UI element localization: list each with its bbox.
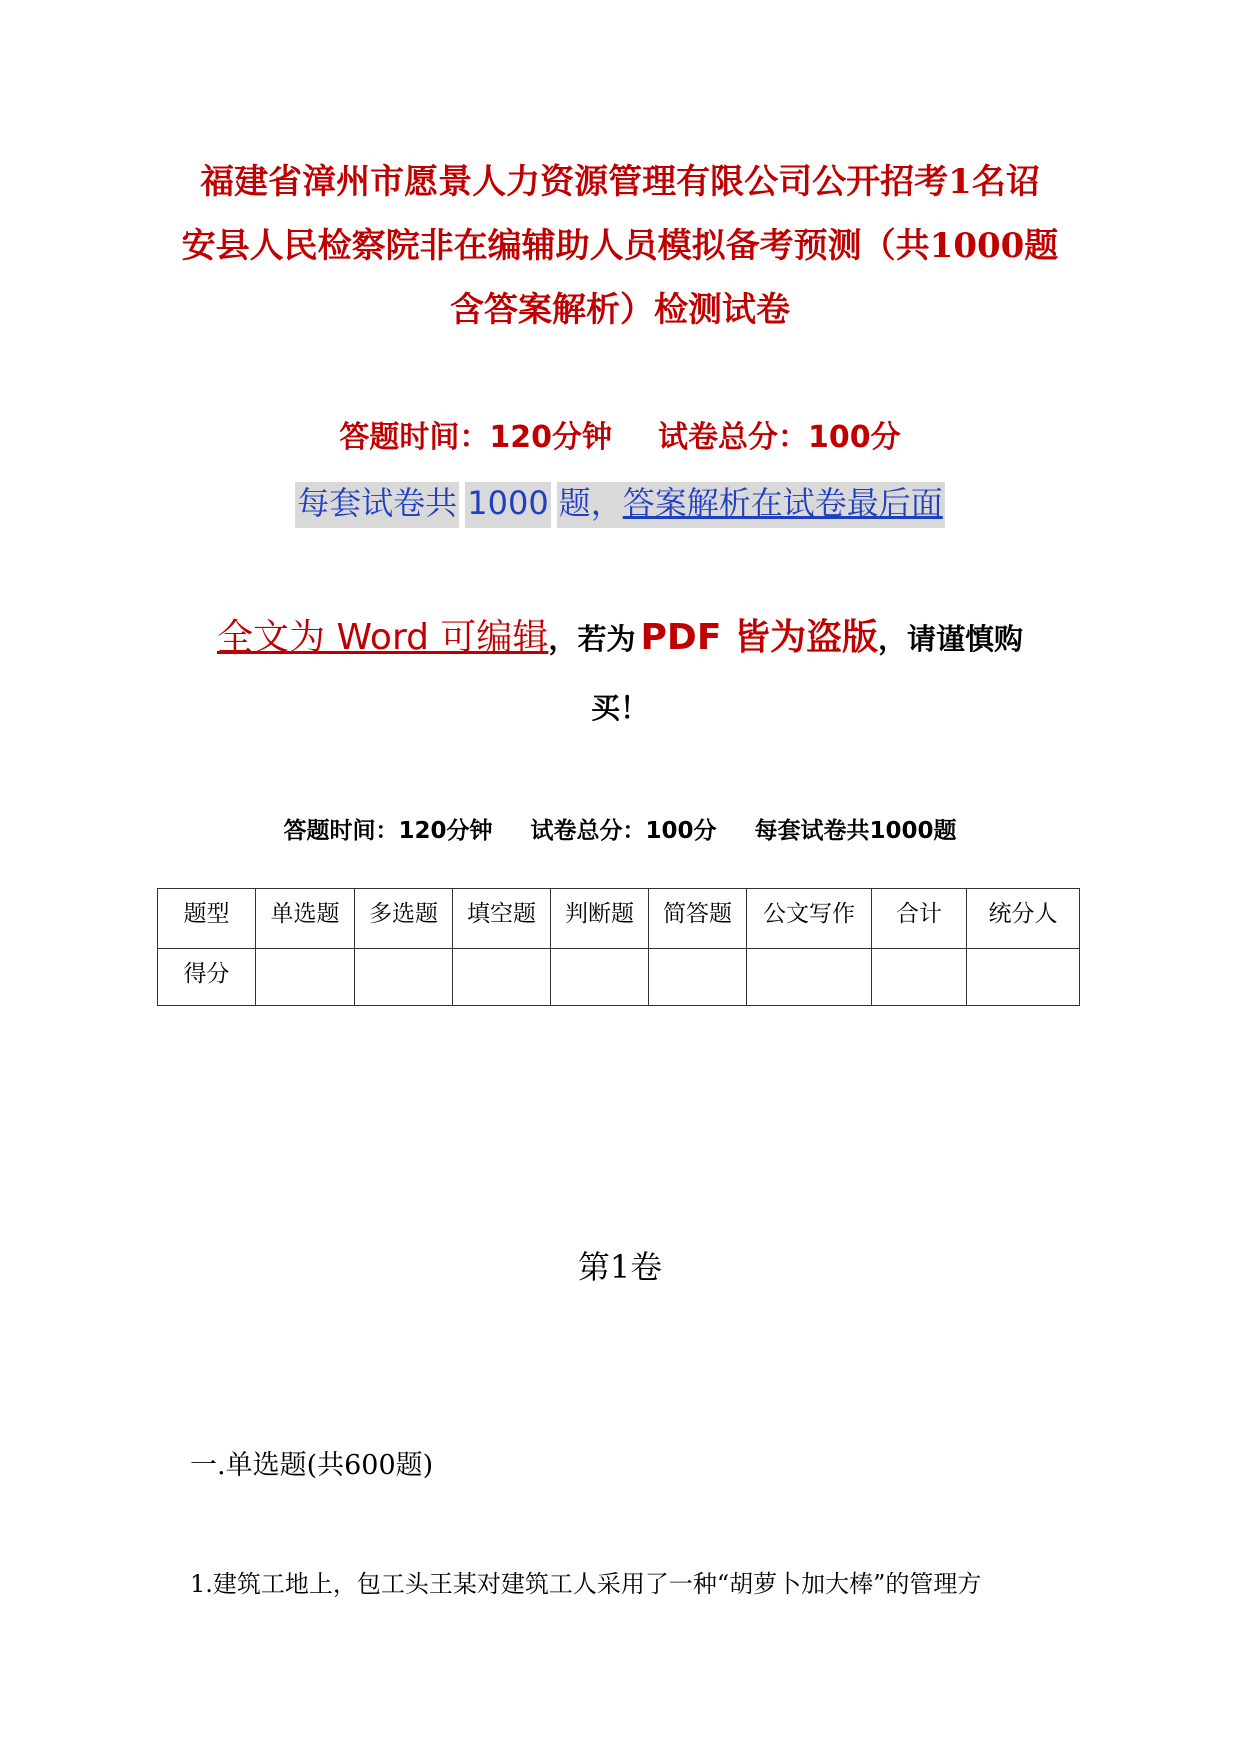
score-cell bbox=[649, 949, 747, 1006]
score-table-score-row bbox=[158, 949, 1080, 1006]
title-line-3: 含答案解析）检测试卷 bbox=[450, 290, 790, 330]
per-set-suffix: 题， bbox=[558, 484, 623, 522]
question-text: 1.建筑工地上，包工头王某对建筑工人采用了一种“胡萝卜加大棒”的管理方 bbox=[190, 1570, 982, 1598]
title-line-1: 福建省漳州市愿景人力资源管理有限公司公开招考1名诏 bbox=[200, 162, 1040, 202]
summary-count: 每套试卷共1000题 bbox=[754, 818, 957, 844]
caution-text: 请谨慎购买！ bbox=[590, 622, 1023, 725]
header-cell: 简答题 bbox=[649, 889, 747, 949]
header-cell: 合计 bbox=[872, 889, 967, 949]
score-cell bbox=[747, 949, 872, 1006]
if-pdf-text: 若为 bbox=[577, 622, 636, 656]
question-count-line bbox=[0, 478, 1240, 524]
summary-line bbox=[0, 812, 1240, 845]
header-cell: 统分人 bbox=[967, 889, 1080, 949]
title-line-2: 安县人民检察院非在编辅助人员模拟备考预测（共1000题 bbox=[181, 226, 1059, 266]
score-cell bbox=[355, 949, 453, 1006]
document-title bbox=[170, 150, 1070, 342]
per-set-prefix: 每套试卷共 bbox=[295, 482, 459, 528]
section-heading: 一.单选题(共600题) bbox=[190, 1450, 434, 1481]
volume-title: 第1卷 bbox=[577, 1248, 663, 1286]
answer-note-link[interactable]: 答案解析在试卷最后面 bbox=[622, 484, 943, 522]
score-table-header-row bbox=[158, 889, 1080, 949]
per-set-suffix-and-answer-note bbox=[557, 482, 945, 528]
exam-meta bbox=[0, 412, 1240, 456]
score-cell bbox=[967, 949, 1080, 1006]
notice-comma-2: ， bbox=[877, 622, 907, 656]
notice-comma-1: ， bbox=[548, 622, 578, 656]
header-cell: 单选题 bbox=[256, 889, 355, 949]
header-cell: 公文写作 bbox=[747, 889, 872, 949]
score-table bbox=[157, 888, 1080, 1006]
editable-note: 全文为 Word 可编辑 bbox=[217, 617, 549, 658]
total-score: 试卷总分：100分 bbox=[658, 420, 901, 455]
score-cell bbox=[453, 949, 551, 1006]
header-cell: 题型 bbox=[158, 889, 256, 949]
header-cell: 填空题 bbox=[453, 889, 551, 949]
score-cell bbox=[256, 949, 355, 1006]
score-cell bbox=[872, 949, 967, 1006]
header-cell: 多选题 bbox=[355, 889, 453, 949]
score-cell bbox=[551, 949, 649, 1006]
exam-time: 答题时间：120分钟 bbox=[339, 420, 612, 455]
score-row-label: 得分 bbox=[158, 949, 256, 1006]
piracy-notice bbox=[200, 606, 1040, 745]
summary-time: 答题时间：120分钟 bbox=[283, 818, 493, 844]
header-cell: 判断题 bbox=[551, 889, 649, 949]
summary-score: 试卷总分：100分 bbox=[530, 818, 717, 844]
per-set-count: 1000 bbox=[465, 482, 550, 528]
piracy-text: PDF 皆为盗版 bbox=[640, 617, 878, 658]
